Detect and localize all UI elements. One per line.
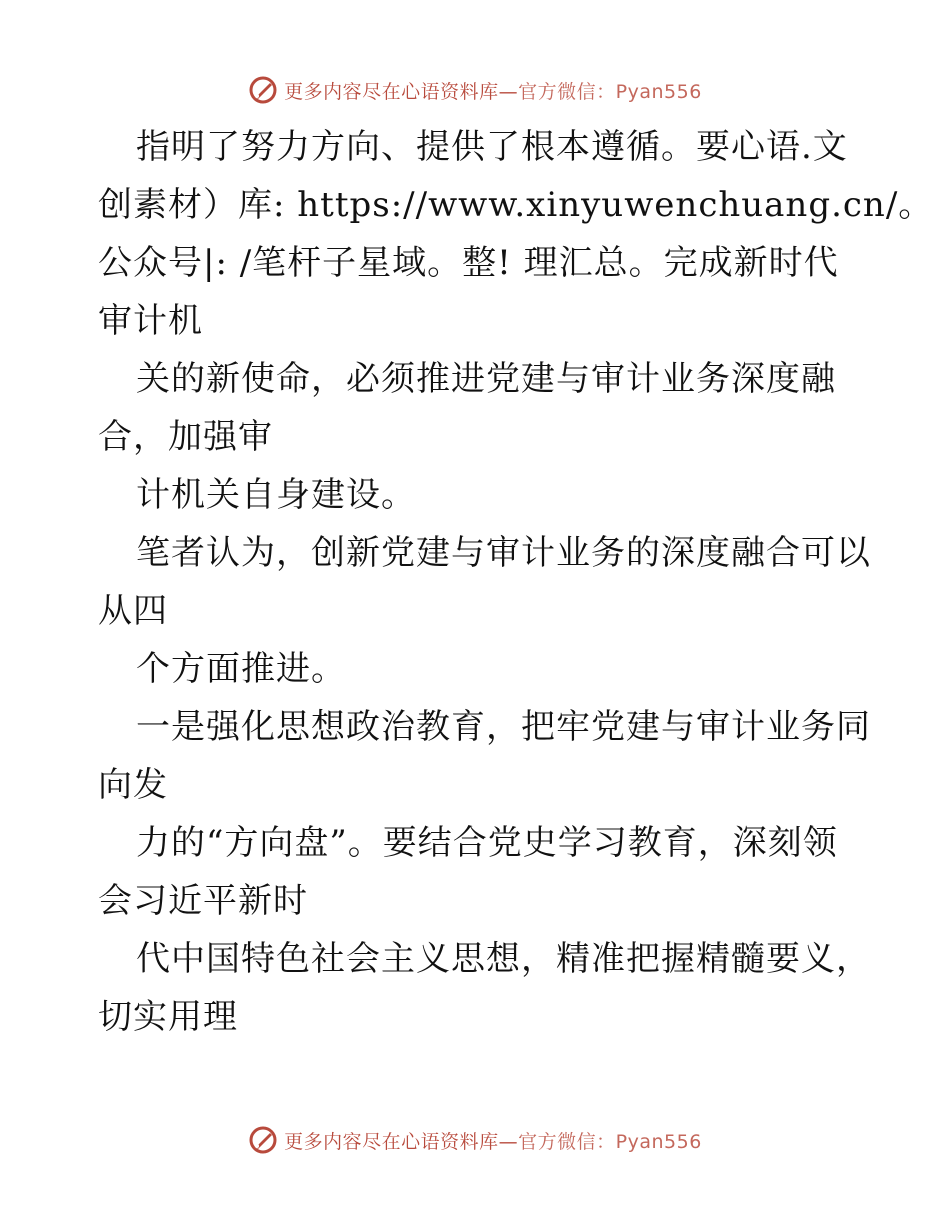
banner-text: 更多内容尽在心语资料库— [284,1130,519,1153]
text-line: 会习近平新时 [98,881,308,921]
document-body [98,118,934,1046]
text-line: 指明了努力方向、提供了根本遵循。要心语.文 [136,127,848,167]
text-line: 切实用理 [98,997,238,1037]
text-line: 向发 [98,765,168,805]
header-banner [0,70,950,110]
text-line: 审计机 [98,301,203,341]
text-line: 笔者认为，创新党建与审计业务的深度融合可以 [136,533,871,573]
banner-text: 更多内容尽在心语资料库— [284,80,519,103]
text-line: 创素材）库: https://www.xinyuwenchuang.cn/。 [98,185,934,225]
text-line: 一是强化思想政治教育，把牢党建与审计业务同 [136,707,871,747]
quill-seal-icon [248,1125,278,1155]
text-line: 计机关自身建设。 [136,475,416,515]
banner-wechat: 官方微信：Pyan556 [518,1130,702,1153]
text-line: 合，加强审 [98,417,273,457]
text-line: 公众号|: /笔杆子星域。整! 理汇总。完成新时代 [98,243,839,283]
text-line: 代中国特色社会主义思想，精准把握精髓要义， [136,939,871,979]
text-line: 个方面推进。 [136,649,346,689]
text-line: 力的“方向盘”。要结合党史学习教育，深刻领 [136,823,838,863]
text-line: 从四 [98,591,168,631]
banner-wechat: 官方微信：Pyan556 [518,80,702,103]
quill-seal-icon [248,75,278,105]
footer-banner [0,1120,950,1160]
text-line: 关的新使命，必须推进党建与审计业务深度融 [136,359,836,399]
